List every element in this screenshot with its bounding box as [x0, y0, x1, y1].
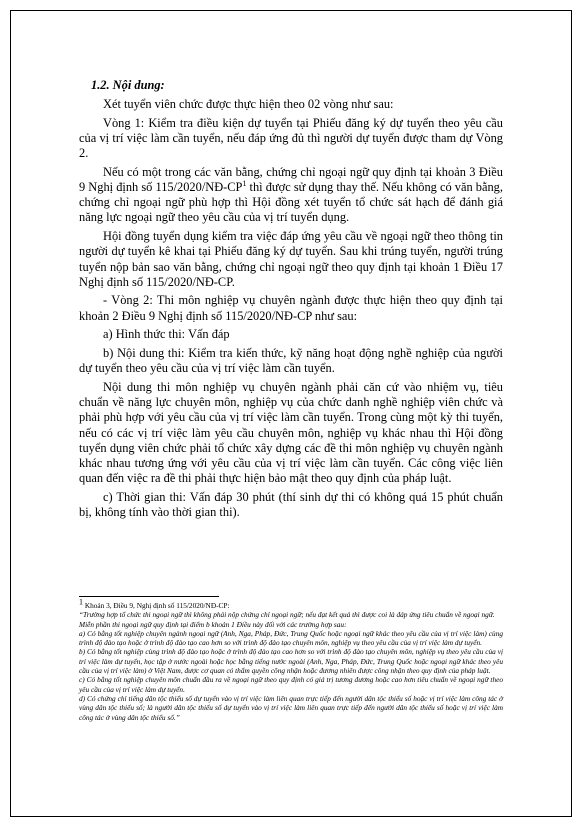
exam-content-paragraph: b) Nội dung thi: Kiểm tra kiến thức, kỹ năng hoạt động nghề nghiệp của người dự tuyển theo yêu cầu của vị trí việc làm cần tuyển.	[79, 346, 503, 376]
language-certificate-text-a: Nếu có một trong các văn bằng, chứng chỉ ngoại ngữ quy định tại khoản 3 Điều 9 Nghị định số 115/2020/NĐ-CP	[79, 164, 503, 195]
specialized-exam-paragraph: Nội dung thi môn nghiệp vụ chuyên ngành phải căn cứ vào nhiệm vụ, tiêu chuẩn về năng lực chuyên môn, nghiệp vụ của chức danh nghề nghiệp viên chức và phải phù hợp với yêu cầu của vị trí việc làm cần tuyển. Trong cùng một kỳ thi tuyển, nếu có các vị trí việc làm yêu cầu chuyên môn, nghiệp vụ khác nhau thì Hội đồng tuyển dụng viên chức phải tổ chức xây dựng các đề thi môn nghiệp vụ chuyên ngành khác nhau tương ứng với yêu cầu của vị trí việc làm cần tuyển. Các công việc liên quan đến việc ra đề thi phải thực hiện bảo mật theo quy định của pháp luật.	[79, 379, 503, 486]
footnote-item-d: d) Có chứng chỉ tiếng dân tộc thiểu số dự tuyển vào vị trí việc làm liên quan trực tiếp đến người dân tộc thiểu số hoặc vị trí việc làm công tác ở vùng dân tộc thiểu số; là người dân tộc thiểu số dự tuyển vào vị trí việc làm liên quan trực tiếp đến người dân tộc thiểu số hoặc vị trí việc làm công tác ở vùng dân tộc thiểu số.”	[79, 693, 503, 722]
language-certificate-text-b: thì được sử dụng thay thế. Nếu không có văn bằng, chứng chỉ ngoại ngữ phù hợp thì Hội đồng xét tuyển tổ chức sát hạch để đánh giá năng lực ngoại ngữ theo yêu cầu của vị trí tuyển dụng.	[79, 180, 503, 225]
footnote-quote: “Trường hợp tổ chức thi ngoại ngữ thì không phải nộp chứng chỉ ngoại ngữ; nếu đạt kết quả thì được coi là đáp ứng tiêu chuẩn về ngoại ngữ.	[79, 610, 495, 620]
footnote-divider	[79, 596, 219, 597]
footnote-reference[interactable]: 1	[242, 178, 247, 188]
footnote-exemption: Miễn phần thi ngoại ngữ quy định tại điểm b khoản 1 Điều này đối với các trường hợp sau:	[79, 619, 347, 629]
round-1-paragraph: Vòng 1: Kiểm tra điều kiện dự tuyển tại Phiếu đăng ký dự tuyển theo yêu cầu của vị trí việc làm cần tuyển, nếu đáp ứng đủ thì người dự tuyển được tham dự Vòng 2.	[79, 115, 503, 161]
footnote-item-c: c) Có bằng tốt nghiệp chuyên môn chuẩn đầu ra về ngoại ngữ theo quy định có giá trị tương đương hoặc cao hơn tiêu chuẩn về ngoại ngữ theo yêu cầu của vị trí việc làm dự tuyển.	[79, 675, 503, 694]
footnote-title	[79, 597, 503, 610]
document-page	[10, 10, 572, 817]
footnote-item-a: a) Có bằng tốt nghiệp chuyên ngành ngoại ngữ (Anh, Nga, Pháp, Đức, Trung Quốc hoặc ngoại ngữ khác theo yêu cầu của vị trí việc làm) cùng trình độ đào tạo hoặc ở trình độ đào tạo cao hơn so với trình độ đào tạo chuyên môn, nghiệp vụ theo yêu cầu của vị trí việc làm dự tuyển.	[79, 628, 503, 648]
language-certificate-paragraph	[79, 165, 503, 226]
exam-format-paragraph: a) Hình thức thi: Vấn đáp	[103, 327, 230, 342]
main-content	[79, 77, 503, 524]
round-2-paragraph: - Vòng 2: Thi môn nghiệp vụ chuyên ngành được thực hiện theo quy định tại khoản 2 Điều 9 Nghị định số 115/2020/NĐ-CP như sau:	[79, 293, 503, 323]
section-heading: 1.2. Nội dung:	[91, 78, 165, 92]
footnote-item-b: b) Có bằng tốt nghiệp cùng trình độ đào tạo hoặc ở trình độ đào tạo cao hơn so với trình độ đào tạo chuyên môn, nghiệp vụ theo yêu cầu của vị trí việc làm dự tuyển, học tập ở nước ngoài hoặc học bằng tiếng nước ngoài (Anh, Nga, Pháp, Đức, Trung Quốc hoặc ngoại ngữ khác theo yêu cầu của vị trí việc làm) ở Việt Nam, được cơ quan có thẩm quyền công nhận hoặc đương nhiên được công nhận theo quy định của pháp luật.	[79, 647, 503, 676]
footnote-title-text: Khoản 3, Điều 9, Nghị định số 115/2020/NĐ-CP:	[83, 601, 230, 610]
footnote-marker: 1	[79, 597, 83, 607]
intro-paragraph: Xét tuyển viên chức được thực hiện theo 02 vòng như sau:	[103, 97, 394, 111]
footnote-area	[79, 596, 503, 722]
exam-time-paragraph: c) Thời gian thi: Vấn đáp 30 phút (thí sinh dự thi có không quá 15 phút chuẩn bị, không tính vào thời gian thi).	[79, 489, 503, 520]
recruitment-council-paragraph: Hội đồng tuyển dụng kiểm tra việc đáp ứng yêu cầu về ngoại ngữ theo thông tin người dự tuyển kê khai tại Phiếu đăng ký dự tuyển. Sau khi trúng tuyển, người trúng tuyển nộp bản sao văn bằng, chứng chỉ ngoại ngữ theo quy định tại khoản 1 Điều 17 Nghị định số 115/2020/NĐ-CP.	[79, 229, 503, 289]
